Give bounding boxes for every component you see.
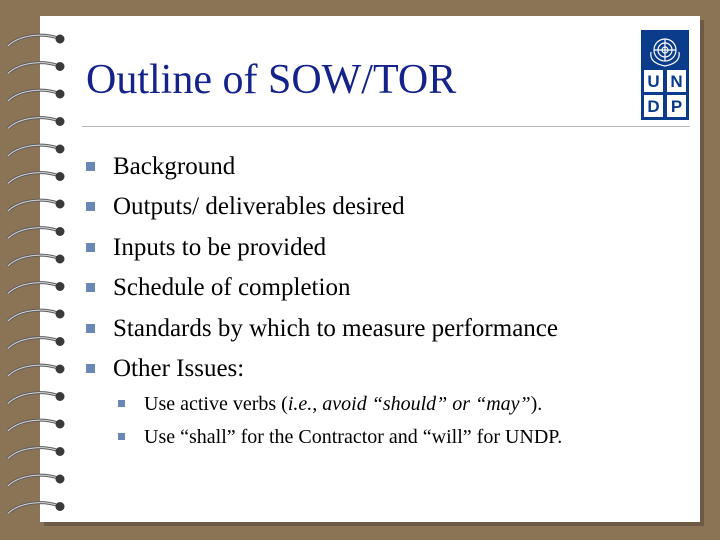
bullet-text: Schedule of completion: [113, 274, 351, 302]
binding-ring: [8, 392, 65, 404]
binding-ring: [8, 35, 65, 47]
logo-letter-u: U: [647, 72, 660, 91]
sub-bullet-text: Use “shall” for the Contractor and “will” for UNDP.: [144, 426, 563, 448]
binding-ring: [8, 475, 65, 487]
binding-ring: [8, 282, 65, 294]
bullet-square-icon: [86, 162, 95, 171]
bullet-square-icon: [86, 243, 95, 252]
binding-ring: [8, 337, 65, 349]
binding-ring: [8, 172, 65, 184]
logo-letter-p: P: [670, 97, 683, 116]
bullet-text: Other Issues:: [113, 354, 245, 382]
spiral-binding: [0, 0, 80, 540]
bullet-square-icon: [118, 433, 125, 440]
sub-bullet-text: Use active verbs (i.e., avoid “should” or “may”).: [144, 393, 543, 415]
binding-ring: [8, 420, 65, 432]
bullet-square-icon: [86, 324, 95, 333]
bullet-text: Outputs/ deliverables desired: [113, 193, 405, 221]
binding-ring: [8, 145, 65, 157]
binding-ring: [8, 502, 65, 514]
bullet-square-icon: [118, 400, 125, 407]
bullet-text: Background: [113, 153, 236, 180]
binding-ring: [8, 90, 65, 102]
logo-letter-n: N: [670, 72, 683, 91]
binding-ring: [8, 255, 65, 267]
undp-logo: [641, 30, 689, 120]
bullet-square-icon: [86, 364, 95, 373]
binding-ring: [8, 227, 65, 239]
binding-ring: [8, 447, 65, 459]
bullet-text: Inputs to be provided: [113, 233, 327, 261]
title-divider: [82, 126, 690, 127]
binding-ring: [8, 117, 65, 129]
bullet-square-icon: [86, 283, 95, 292]
binding-ring: [8, 200, 65, 212]
slide-title: Outline of SOW/TOR: [86, 57, 457, 103]
binding-ring: [8, 365, 65, 377]
binding-ring: [8, 310, 65, 322]
logo-letter-d: D: [647, 97, 660, 116]
bullet-text: Standards by which to measure performance: [113, 314, 558, 342]
binding-ring: [8, 62, 65, 74]
bullet-square-icon: [86, 202, 95, 211]
